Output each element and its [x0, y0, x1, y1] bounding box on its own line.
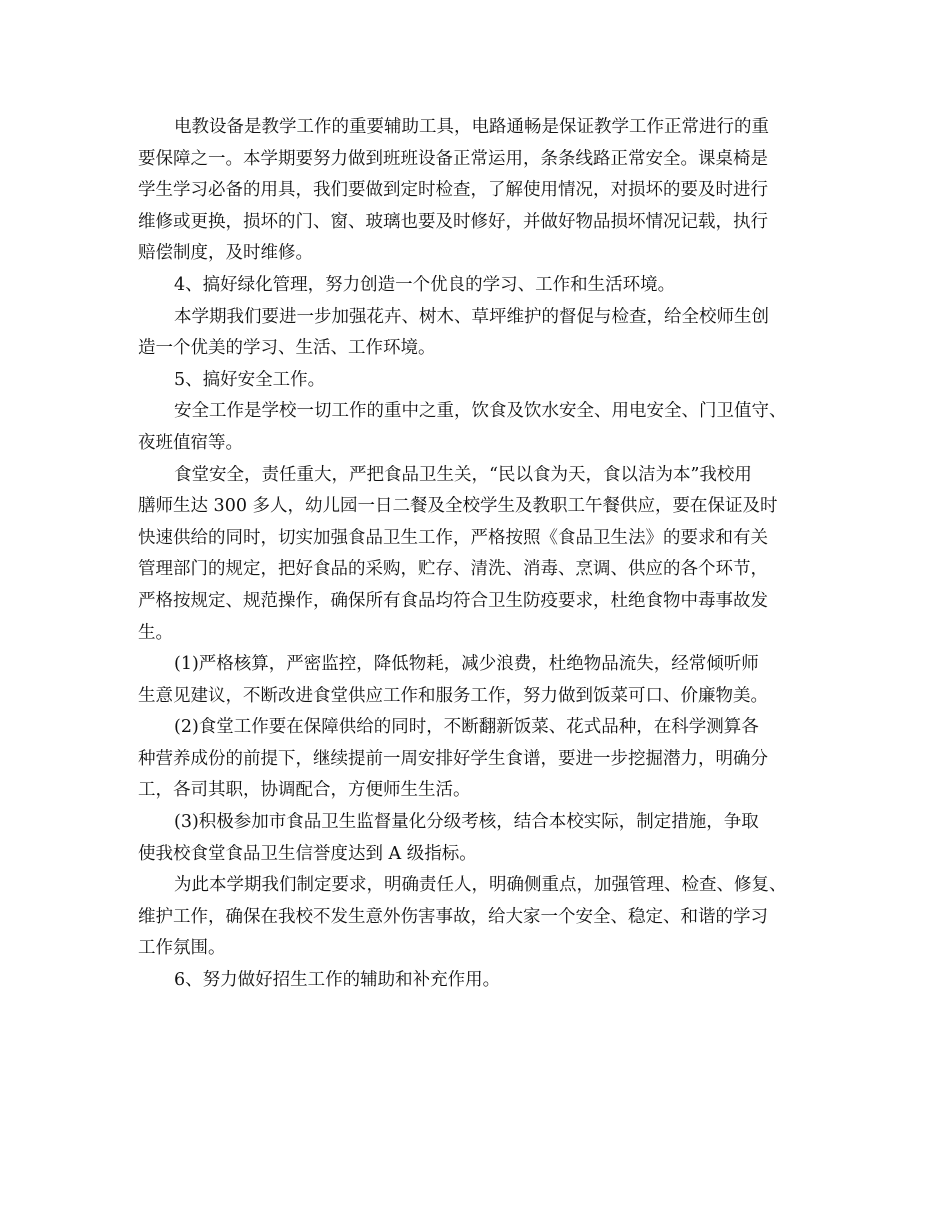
- text-line: 严格按规定、规范操作，确保所有食品均符合卫生防疫要求，杜绝食物中毒事故发: [138, 590, 768, 611]
- text-line: 5、搞好安全工作。: [174, 369, 326, 390]
- text-line: 管理部门的规定，把好食品的采购，贮存、清洗、消毒、烹调、供应的各个环节，: [138, 559, 768, 580]
- text-line: 食堂安全，责任重大，严把食品卫生关，“民以食为天，食以洁为本”我校用: [174, 464, 752, 485]
- text-line: 6、努力做好招生工作的辅助和补充作用。: [174, 970, 501, 991]
- text-line: 4、搞好绿化管理，努力创造一个优良的学习、工作和生活环境。: [174, 274, 676, 295]
- text-line: 维修或更换，损坏的门、窗、玻璃也要及时修好，并做好物品损坏情况记载，执行: [138, 211, 768, 232]
- text-line: 要保障之一。本学期要努力做到班班设备正常运用，条条线路正常安全。课桌椅是: [138, 148, 768, 169]
- text-line: 生。: [138, 622, 173, 643]
- text-line: 赔偿制度，及时维修。: [138, 243, 313, 264]
- text-line: 工，各司其职，协调配合，方便师生生活。: [138, 780, 471, 801]
- text-line: 学生学习必备的用具，我们要做到定时检查，了解使用情况，对损坏的要及时进行: [138, 180, 768, 201]
- document-body: [138, 112, 813, 997]
- text-line: 造一个优美的学习、生活、工作环境。: [138, 338, 436, 359]
- text-line: 为此本学期我们制定要求，明确责任人，明确侧重点，加强管理、检查、修复、: [174, 875, 787, 896]
- text-line: 安全工作是学校一切工作的重中之重，饮食及饮水安全、用电安全、门卫值守、: [174, 401, 787, 422]
- text-line: (3)积极参加市食品卫生监督量化分级考核，结合本校实际，制定措施，争取: [174, 812, 759, 833]
- text-line: 快速供给的同时，切实加强食品卫生工作，严格按照《食品卫生法》的要求和有关: [138, 527, 768, 548]
- text-line: 使我校食堂食品卫生信誉度达到 A 级指标。: [138, 843, 477, 864]
- text-line: 工作氛围。: [138, 938, 226, 959]
- text-line: 种营养成份的前提下，继续提前一周安排好学生食谱，要进一步挖掘潜力，明确分: [138, 748, 768, 769]
- text-line: (2)食堂工作要在保障供给的同时，不断翻新饭菜、花式品种，在科学测算各: [174, 717, 759, 738]
- text-line: 本学期我们要进一步加强花卉、树木、草坪维护的督促与检查，给全校师生创: [174, 306, 769, 327]
- text-line: 电教设备是教学工作的重要辅助工具，电路通畅是保证教学工作正常进行的重: [174, 117, 769, 137]
- text-line: 维护工作，确保在我校不发生意外伤害事故，给大家一个安全、稳定、和谐的学习: [138, 906, 768, 927]
- text-line: 夜班值宿等。: [138, 432, 243, 453]
- text-line: 膳师生达 300 多人，幼儿园一日二餐及全校学生及教职工午餐供应，要在保证及时: [138, 496, 778, 517]
- text-line: (1)严格核算，严密监控，降低物耗，减少浪费，杜绝物品流失，经常倾听师: [174, 654, 759, 675]
- text-line: 生意见建议，不断改进食堂供应工作和服务工作，努力做到饭菜可口、价廉物美。: [138, 685, 768, 706]
